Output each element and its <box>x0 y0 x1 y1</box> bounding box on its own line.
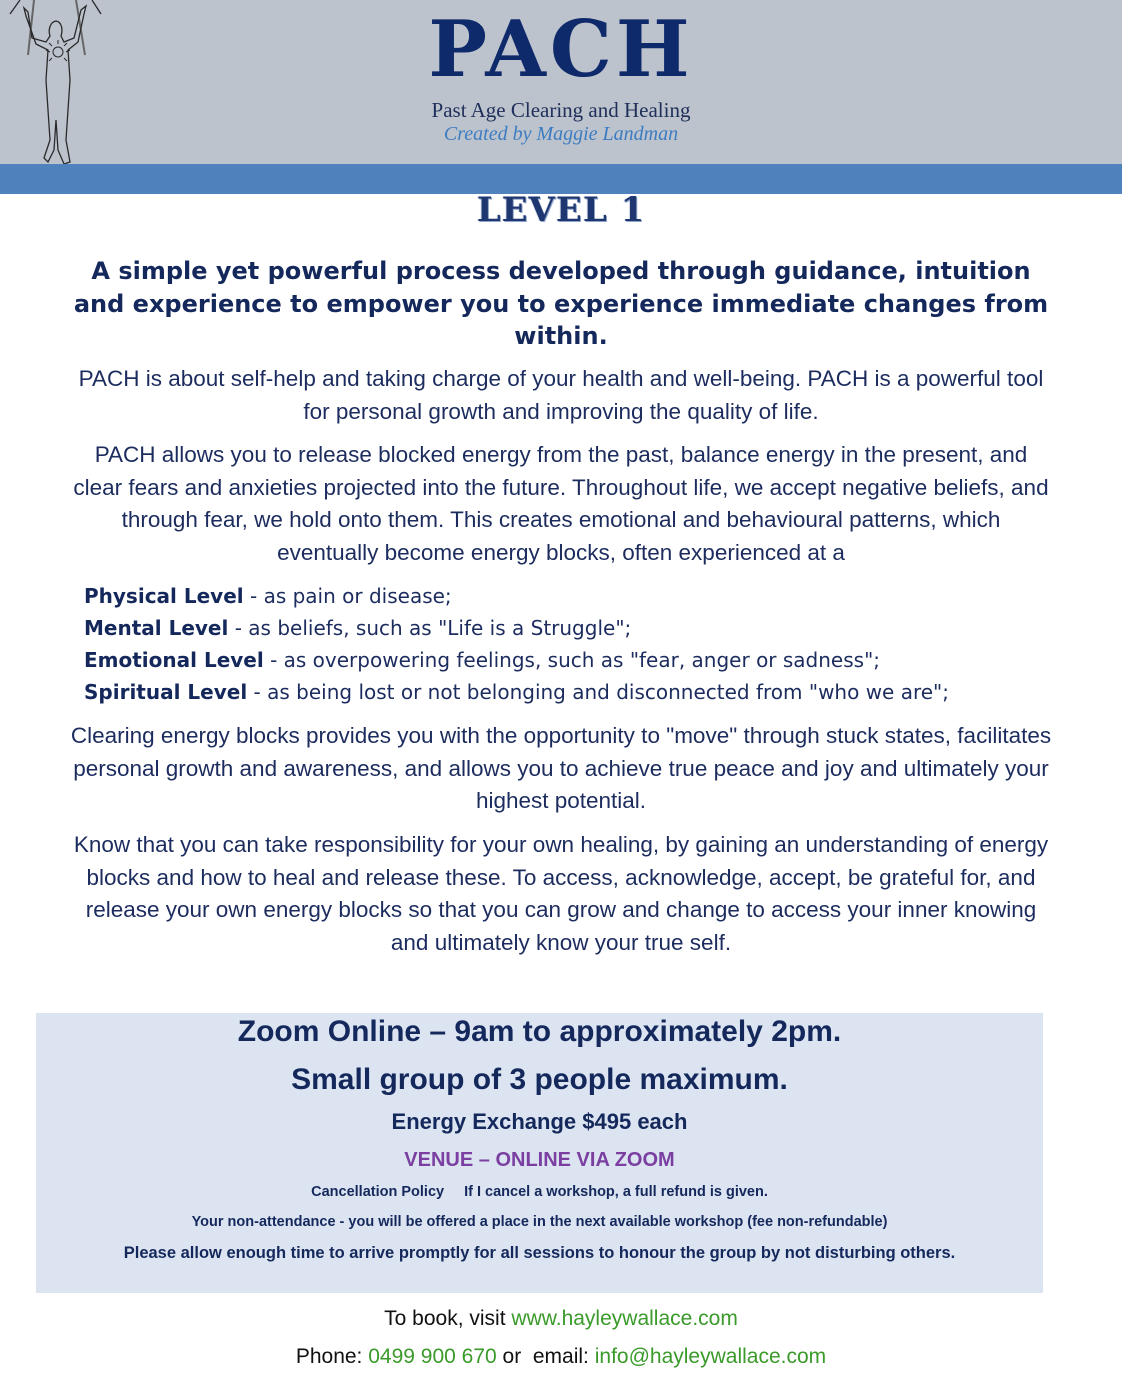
tagline: A simple yet powerful process developed through guidance, intuition and experience to empower you to experience immediate changes from within. <box>73 257 1049 350</box>
email-label: or email: <box>496 1345 595 1368</box>
cancellation-label: Cancellation Policy <box>311 1184 445 1200</box>
booking-line <box>0 1306 1122 1332</box>
level-desc: - as overpowering feelings, such as "fear, anger or sadness"; <box>263 648 881 672</box>
intro-paragraph: PACH is about self-help and taking charge of your health and well-being. PACH is a powerful tool for personal growth and improving the quality of life. <box>78 366 1044 424</box>
level-desc: - as pain or disease; <box>243 584 452 608</box>
level-name: Physical Level <box>84 584 244 608</box>
level-item-spiritual <box>84 676 1084 708</box>
level-desc: - as being lost or not belonging and disconnected from "who we are"; <box>247 680 949 704</box>
workshop-info-box <box>36 1013 1043 1293</box>
level-heading: LEVEL 1 <box>476 190 646 230</box>
contact-line <box>0 1344 1122 1370</box>
level-name: Mental Level <box>84 616 229 640</box>
venue-text: VENUE – ONLINE VIA ZOOM <box>404 1149 675 1171</box>
responsibility-paragraph: Know that you can take responsibility for your own healing, by gaining an understanding of energy blocks and how to heal and release these. To access, acknowledge, accept, be grateful for, and release your own energy blocks so that you can grow and change to access your inner knowing and ultimately know your true self. <box>73 832 1049 955</box>
level-item-emotional <box>84 644 1084 676</box>
brand-title: PACH <box>428 4 694 95</box>
group-size-text: Small group of 3 people maximum. <box>291 1063 788 1096</box>
brand-subtitle: Past Age Clearing and Healing <box>431 98 691 122</box>
brand-block <box>0 6 1122 146</box>
phone-label: Phone: <box>295 1345 369 1368</box>
price-text: Energy Exchange $495 each <box>391 1109 688 1134</box>
arrival-text: Please allow enough time to arrive promptly for all sessions to honour the group by not disturbing others. <box>123 1244 956 1262</box>
level-desc: - as beliefs, such as "Life is a Struggle"; <box>228 616 632 640</box>
phone-link[interactable]: 0499 900 670 <box>368 1345 497 1368</box>
clearing-paragraph: Clearing energy blocks provides you with the opportunity to "move" through stuck states, facilitates personal growth and awareness, and allows you to achieve true peace and joy and ultimately your highest potential. <box>70 723 1052 813</box>
brand-author: Created by Maggie Landman <box>443 123 679 145</box>
cancellation-text: If I cancel a workshop, a full refund is given. <box>464 1184 768 1200</box>
non-attendance-text: Your non-attendance - you will be offered a place in the next available workshop (fee non-refundable) <box>191 1214 888 1230</box>
level-item-mental <box>84 612 1084 644</box>
level-item-physical <box>84 580 1084 612</box>
website-link[interactable]: www.hayleywallace.com <box>511 1307 738 1330</box>
book-label: To book, visit <box>384 1307 512 1330</box>
release-paragraph: PACH allows you to release blocked energy from the past, balance energy in the present, and clear fears and anxieties projected into the future. Throughout life, we accept negative beliefs, and through fear, we hold onto them. This creates emotional and behavioural patterns, which eventually become energy blocks, often experienced at a <box>73 442 1049 565</box>
cancellation-policy <box>36 1182 1043 1202</box>
level-name: Emotional Level <box>84 648 264 672</box>
level-name: Spiritual Level <box>84 680 248 704</box>
header-banner <box>0 0 1122 164</box>
email-link[interactable]: info@hayleywallace.com <box>594 1345 827 1368</box>
schedule-text: Zoom Online – 9am to approximately 2pm. <box>237 1015 842 1048</box>
levels-list <box>84 580 1084 708</box>
